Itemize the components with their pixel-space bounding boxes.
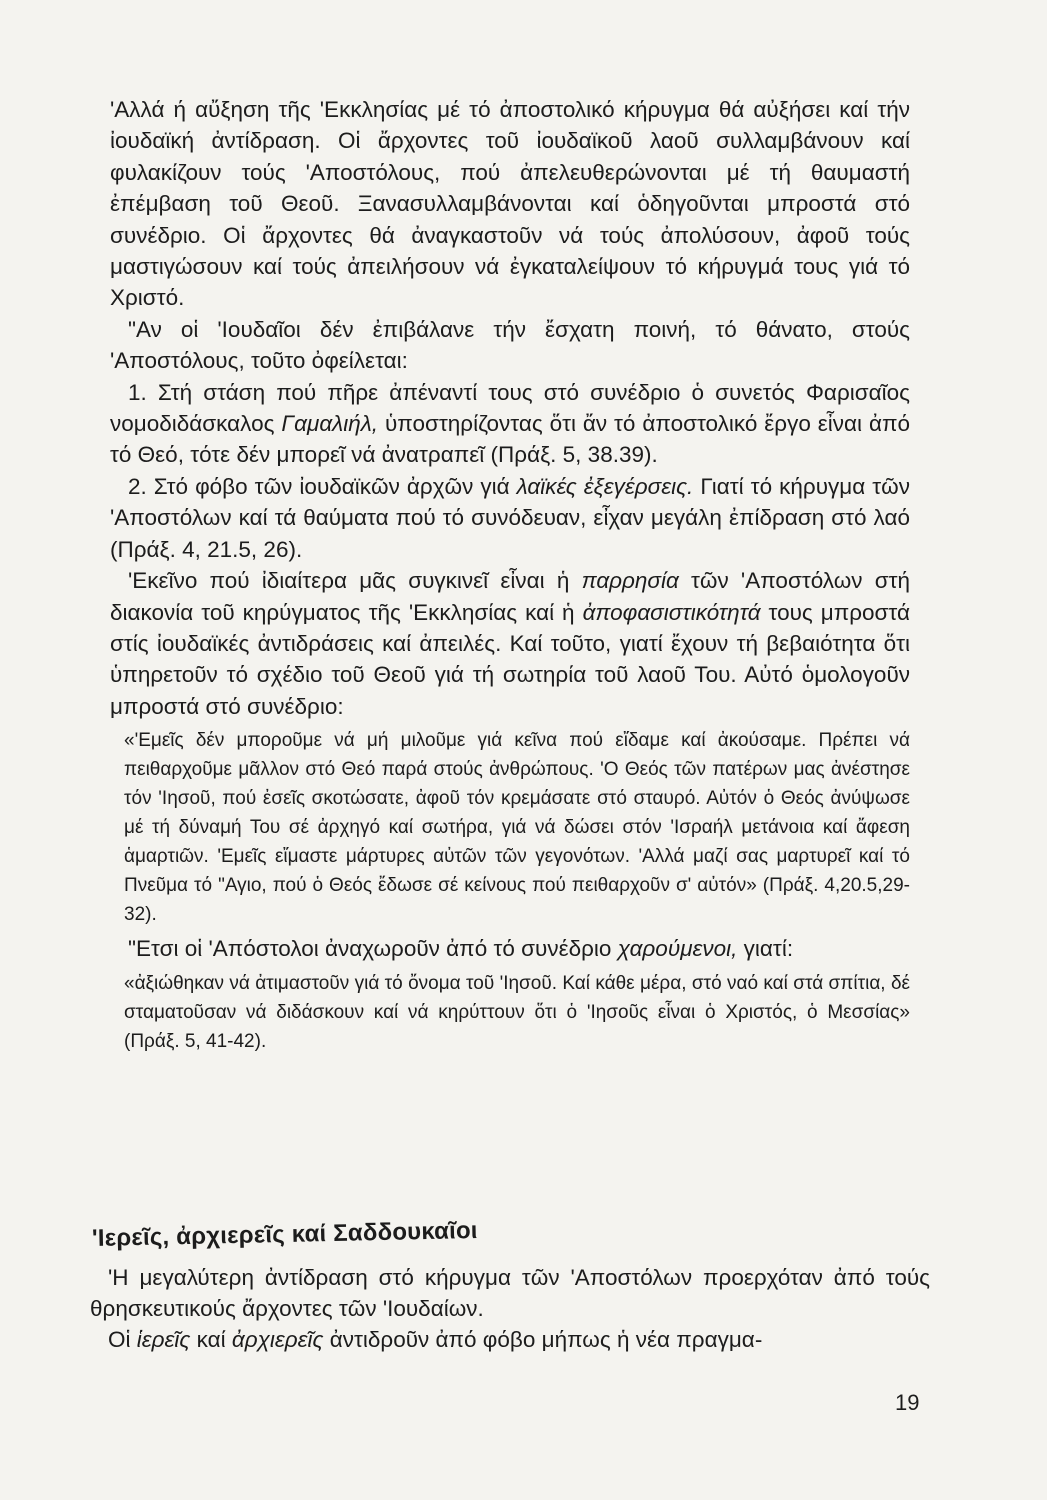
- page-number: 19: [895, 1390, 920, 1415]
- section-text-block: [90, 1262, 930, 1355]
- list-item-1: 1. Στή στάση πού πῆρε ἀπέναντί τους στό συνέδριο ὁ συνετός Φαρισαῖος νομοδιδάσκαλος Γαμαλιήλ, ὑποστηρίζοντας ὅτι ἄν τό ἀποστολικό ἔργο εἶναι ἀπό τό Θεό, τότε δέν μπορεῖ νά ἀνατραπεῖ (Πράξ. 5, 38.39).: [110, 379, 910, 468]
- emphasis-parrhesia: παρρησία: [581, 568, 679, 594]
- quote-worthy: «ἀξιώθηκαν νά ἀτιμαστοῦν γιά τό ὄνομα τοῦ 'Ιησοῦ. Καί κάθε μέρα, στό ναό καί στά σπίτια, δέ σταματοῦσαν νά διδάσκουν καί νά κηρύττουν ὅτι ὁ 'Ιησοῦς εἶναι ὁ Χριστός, ὁ Μεσσίας» (Πράξ. 5, 41-42).: [124, 972, 910, 1052]
- emphasis-priests: ἱερεῖς: [136, 1327, 191, 1352]
- emphasis-high-priests: ἀρχιερεῖς: [231, 1327, 324, 1352]
- paragraph-reaction: 'Η μεγαλύτερη ἀντίδραση στό κήρυγμα τῶν 'Αποστόλων προερχόταν ἀπό τούς θρησκευτικούς ἄρχοντες τῶν 'Ιουδαίων.: [90, 1265, 930, 1321]
- emphasis-gamaliel: Γαμαλιήλ,: [281, 411, 379, 437]
- paragraph-priests: Οἱ ἱερεῖς καί ἀρχιερεῖς ἀντιδροῦν ἀπό φόβο μήπως ἡ νέα πραγμα-: [108, 1327, 763, 1352]
- paragraph-boldness: 'Εκεῖνο πού ἰδιαίτερα μᾶς συγκινεῖ εἶναι ἡ παρρησία τῶν 'Αποστόλων στή διακονία τοῦ κηρύγματος τῆς 'Εκκλησίας καί ἡ ἀποφασιστικότητά τους μπροστά στίς ἰουδαϊκές ἀντιδράσεις καί ἀπειλές. Καί τοῦτο, γιατί ἔχουν τή βεβαιότητα ὅτι ὑπηρετοῦν τό σχέδιο τοῦ Θεοῦ γιά τή σωτηρία τοῦ λαοῦ Του. Αὐτό ὁμολογοῦν μπροστά στό συνέδριο:: [110, 568, 911, 719]
- section-heading: 'Ιερεῖς, ἀρχιερεῖς καί Σαδδουκαῖοι: [91, 1216, 478, 1252]
- list-item-2: 2. Στό φόβο τῶν ἰουδαϊκῶν ἀρχῶν γιά λαϊκές ἐξεγέρσεις. Γιατί τό κήρυγμα τῶν 'Αποστόλων καί τά θαύματα πού τό συνόδευαν, εἶχαν μεγάλη ἐπίδραση στό λαό (Πράξ. 4, 21.5, 26).: [110, 473, 910, 562]
- quote-sanhedrin: «'Εμεῖς δέν μποροῦμε νά μή μιλοῦμε γιά κεῖνα πού εἴδαμε καί ἀκούσαμε. Πρέπει νά πειθαρχοῦμε μᾶλλον στό Θεό παρά στούς ἀνθρώπους. 'Ο Θεός τῶν πατέρων μας ἀνέστησε τόν 'Ιησοῦ, πού ἐσεῖς σκοτώσατε, ἀφοῦ τόν κρεμάσατε στό σταυρό. Αὐτόν ὁ Θεός ἀνύψωσε μέ τή δύναμή Του σέ ἀρχηγό καί σωτήρα, γιά νά δώσει στόν 'Ισραήλ μετάνοια καί ἄφεση ἁμαρτιῶν. 'Εμεῖς εἴμαστε μάρτυρες αὐτῶν τῶν γεγονότων. 'Αλλά μαζί σας μαρτυρεῖ καί τό Πνεῦμα τό "Αγιο, πού ὁ Θεός ἔδωσε σέ κείνους πού πειθαρχοῦν σ' αὐτόν» (Πράξ. 4,20.5,29-32).: [124, 730, 910, 926]
- paragraph-intro: 'Αλλά ή αὔξηση τῆς 'Εκκλησίας μέ τό ἀποστολικό κήρυγμα θά αὐξήσει καί τήν ἰουδαϊκή ἀντίδραση. Οἱ ἄρχοντες τοῦ ἰουδαϊκοῦ λαοῦ συλλαμβάνουν καί φυλακίζουν τούς 'Αποστόλους, πού ἀπελευθερώνονται μέ τή θαυμαστή ἐπέμβαση τοῦ Θεοῦ. Ξανασυλλαμβάνονται καί ὁδηγοῦνται μπροστά στό συνέδριο. Οἱ ἄρχοντες θά ἀναγκαστοῦν νά τούς ἀπολύσουν, ἀφοῦ τούς μαστιγώσουν καί τούς ἀπειλήσουν νά ἐγκαταλείψουν τό κήρυγμά τους γιά τό Χριστό.: [110, 97, 910, 311]
- paragraph-departure: "Ετσι οἱ 'Απόστολοι ἀναχωροῦν ἀπό τό συνέδριο χαρούμενοι, γιατί:: [128, 936, 794, 962]
- emphasis-joyful: χαρούμενοι,: [617, 936, 738, 962]
- emphasis-decisiveness: ἀποφασιστικότητά: [582, 599, 761, 625]
- emphasis-uprisings: λαϊκές ἐξεγέρσεις.: [516, 473, 694, 499]
- main-text-block: [110, 94, 910, 1060]
- paragraph-reasons-intro: "Αν οἱ 'Ιουδαῖοι δέν ἐπιβάλανε τήν ἔσχατη ποινή, τό θάνατο, στούς 'Αποστόλους, τοῦτο ὀφείλεται:: [110, 316, 910, 374]
